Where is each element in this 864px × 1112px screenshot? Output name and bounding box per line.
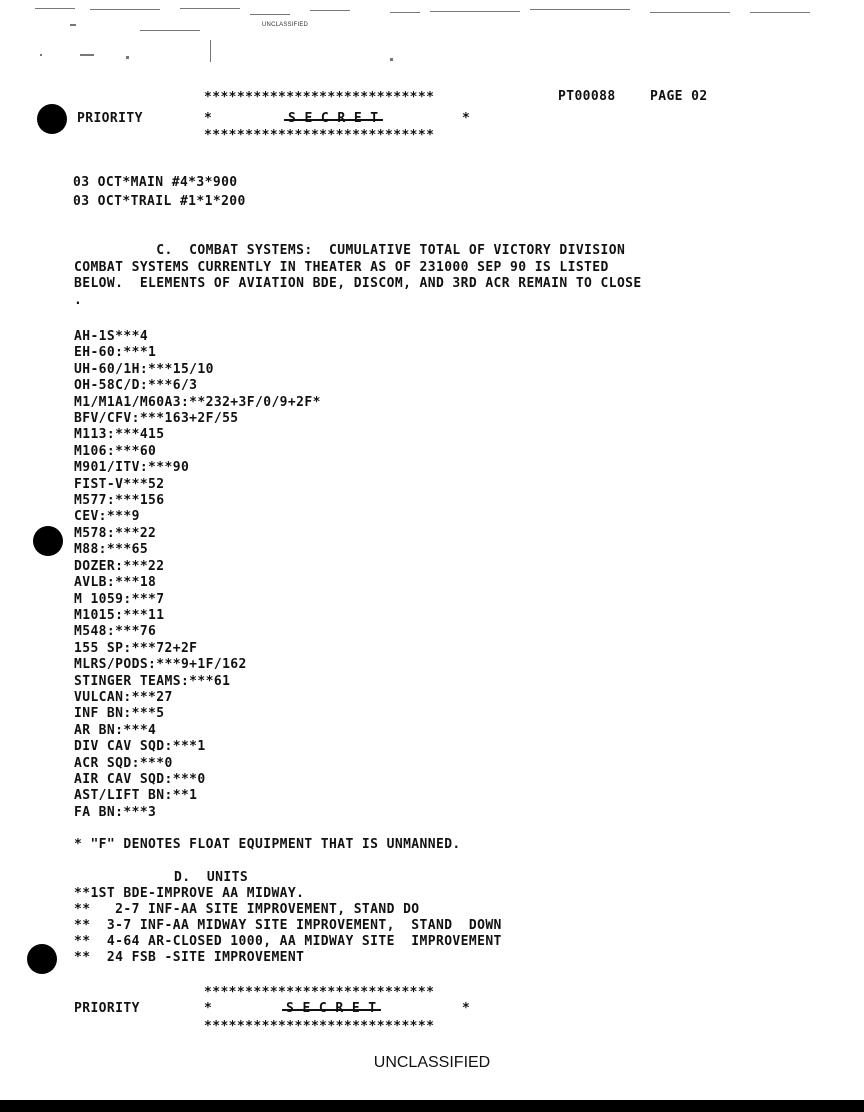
paragraph-d-heading: D. UNITS (174, 870, 249, 885)
list-item: M901/ITV:***90 (74, 460, 190, 476)
list-item: CEV:***9 (74, 509, 140, 525)
header-edge-star-left: * (204, 111, 213, 126)
footer-classification: UNCLASSIFIED (373, 1054, 491, 1071)
punch-hole-middle (33, 526, 63, 556)
paragraph-d-line-3: ** 3-7 INF-AA MIDWAY SITE IMPROVEMENT, STAND DOWN (74, 918, 502, 933)
footer-edge-star-left: * (204, 1001, 213, 1016)
message-id: PT00088 (558, 89, 616, 104)
punch-hole-top (37, 104, 67, 134)
list-item: DOZER:***22 (74, 558, 165, 574)
footer-priority: PRIORITY (74, 1001, 140, 1016)
header-priority: PRIORITY (77, 111, 143, 126)
paragraph-d-line-1: **1ST BDE-IMPROVE AA MIDWAY. (74, 886, 305, 901)
paragraph-d-line-2: ** 2-7 INF-AA SITE IMPROVEMENT, STAND DO (74, 902, 420, 917)
float-note: * "F" DENOTES FLOAT EQUIPMENT THAT IS UNMANNED. (74, 837, 461, 852)
header-classification-banner (288, 111, 379, 126)
paragraph-d-line-4: ** 4-64 AR-CLOSED 1000, AA MIDWAY SITE IMPROVEMENT (74, 934, 502, 949)
list-item: INF BN:***5 (74, 706, 165, 722)
status-line-main: 03 OCT*MAIN #4*3*900 (73, 175, 238, 190)
list-item: M 1059:***7 (74, 591, 165, 607)
list-item: AVLB:***18 (74, 575, 157, 591)
list-item: M113:***415 (74, 427, 165, 443)
header-stars-top: **************************** (204, 90, 435, 105)
header-edge-star-right: * (462, 111, 471, 126)
footer-secret-struck: S E C R E T (286, 1001, 377, 1016)
header-stars-bottom: **************************** (204, 128, 435, 143)
footer-stars-top: **************************** (204, 985, 435, 1000)
list-item: 155 SP:***72+2F (74, 640, 198, 656)
footer-classification-banner (286, 1001, 377, 1016)
paragraph-c-line-4: . (74, 293, 83, 308)
list-item: MLRS/PODS:***9+1F/162 (74, 657, 247, 673)
list-item: DIV CAV SQD:***1 (74, 739, 206, 755)
list-item: EH-60:***1 (74, 345, 157, 361)
scan-noise (30, 6, 830, 66)
list-item: M88:***65 (74, 542, 149, 558)
header-classification-small: UNCLASSIFIED (262, 22, 309, 28)
list-item: M548:***76 (74, 624, 157, 640)
list-item: AST/LIFT BN:**1 (74, 788, 198, 804)
list-item: M106:***60 (74, 443, 157, 459)
combat-systems-list (74, 329, 321, 821)
list-item: VULCAN:***27 (74, 689, 173, 705)
footer-stars-bottom: **************************** (204, 1019, 435, 1034)
list-item: UH-60/1H:***15/10 (74, 361, 214, 377)
punch-hole-bottom (27, 944, 57, 974)
paragraph-c-line-1: C. COMBAT SYSTEMS: CUMULATIVE TOTAL OF VICTORY DIVISION (74, 243, 626, 258)
page-number: PAGE 02 (650, 89, 708, 104)
footer-edge-star-right: * (462, 1001, 471, 1016)
list-item: OH-58C/D:***6/3 (74, 378, 198, 394)
list-item: ACR SQD:***0 (74, 755, 173, 771)
list-item: AH-1S***4 (74, 329, 149, 344)
paragraph-d-line-5: ** 24 FSB -SITE IMPROVEMENT (74, 950, 305, 965)
list-item: M1015:***11 (74, 607, 165, 623)
paragraph-c-line-3: BELOW. ELEMENTS OF AVIATION BDE, DISCOM, AND 3RD ACR REMAIN TO CLOSE (74, 276, 642, 291)
list-item: STINGER TEAMS:***61 (74, 673, 231, 689)
list-item: M578:***22 (74, 525, 157, 541)
list-item: AIR CAV SQD:***0 (74, 771, 206, 787)
list-item: M1/M1A1/M60A3:**232+3F/0/9+2F* (74, 394, 321, 410)
list-item: FA BN:***3 (74, 804, 157, 820)
list-item: BFV/CFV:***163+2F/55 (74, 411, 239, 427)
header-secret-struck: S E C R E T (288, 111, 379, 126)
paragraph-c-line-2: COMBAT SYSTEMS CURRENTLY IN THEATER AS OF 231000 SEP 90 IS LISTED (74, 260, 609, 275)
list-item: AR BN:***4 (74, 722, 157, 738)
status-line-trail: 03 OCT*TRAIL #1*1*200 (73, 194, 246, 209)
scan-edge-bar (0, 1090, 864, 1112)
list-item: M577:***156 (74, 493, 165, 509)
list-item: FIST-V***52 (74, 476, 165, 492)
